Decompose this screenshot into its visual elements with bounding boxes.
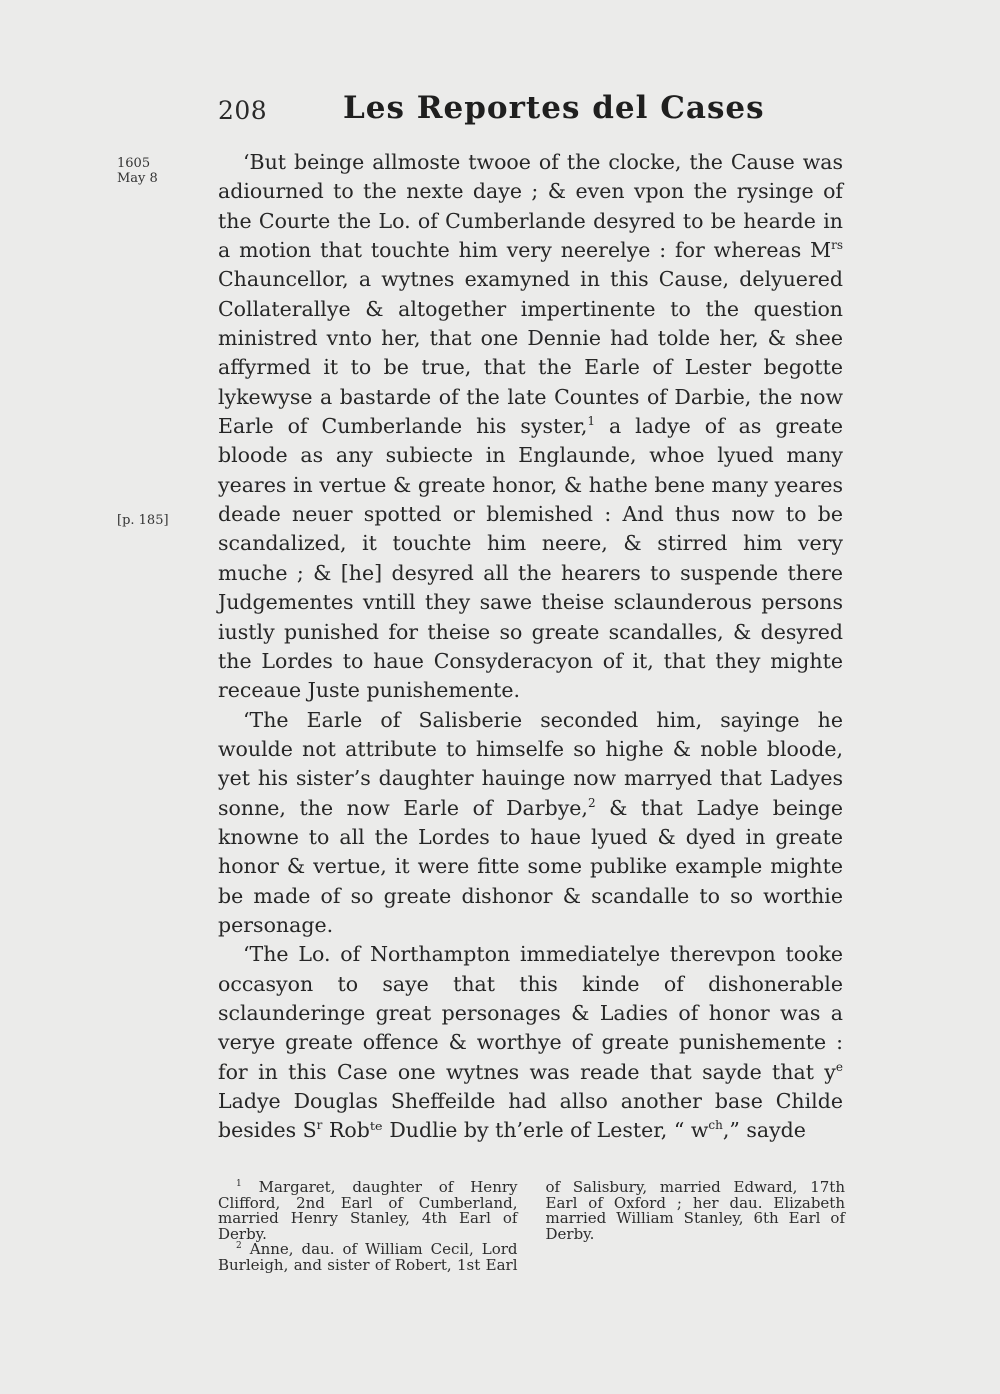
page-header (218, 90, 848, 136)
footnote-ref-2: 2 (587, 795, 596, 810)
paragraph-salisberie: ‘The Earle of Salisberie seconded him, sayinge he woulde not attribute to himselfe so highe & noble bloode, yet his sister’s daughter hauinge now marryed that Ladyes sonne, the now Earle of Darbye,$^2$ & that Ladye beinge knowne to all the Lordes to haue lyued & dyed in greate honor & vertue, it were fitte some publike example mighte be made of so greate dishonor & scandalle to so worthie personage. (218, 707, 844, 937)
footnote-ref-1: 1 (587, 414, 596, 429)
running-title: Les Reportes del Cases (343, 90, 765, 126)
paragraph-cumberland: ‘But beinge allmoste twooe of the clocke, the Cause was adiourned to the nexte daye ; & even vpon the rysinge of the Courte the Lo. of Cumberlande desyred to be hearde in a motion that touchte him very neerelye : for whereas $M^{rs}$ Chauncellor, a wytnes examyned in this Cause, delyuered Collaterallye & altogether impertinente to the question ministred vnto her, that one Dennie had tolde her, & shee affyrmed it to be true, that the Earle of Lester begotte lykewyse a bastarde of the late Countes of Darbie, the now Earle of Cumberlande his syster,$^1$ a ladye of as greate bloode as any subiecte in Englaunde, whoe lyued many yeares in vertue & greate honor, & hathe bene many yeares deade neuer spotted or blemished : And thus now to be scandalized, it touchte him neere, & stirred him very muche ; & [he] desyred all the hearers to suspende there Judgementes vntill they sawe theise sclaunderous persons iustly punished for theise so greate scandalles, & desyred the Lordes to haue Consyderacyon of it, that they mighte receaue Juste punishemente. (218, 150, 843, 703)
margin-day: May 8 (117, 171, 158, 186)
page-number: 208 (218, 96, 268, 125)
footnote-1: $^1$ Margaret, daughter of Henry Clifford, 2nd Earl of Cumberland, married Henry Stanley, 4th Earl of Derby. (218, 1178, 518, 1243)
main-text (218, 148, 843, 1146)
footnote-2: $^2$ Anne, dau. of William Cecil, Lord Burleigh, and sister of Robert, 1st Earl of Salisbury, married Edward, 17th Earl of Oxford ; her dau. Elizabeth married William Stanley, 6th Earl of Derby. (218, 1178, 845, 1274)
margin-date-note (117, 156, 158, 186)
paragraph-northampton: ‘The Lo. of Northampton immediatelye therevpon tooke occasyon to saye that this kinde of dishonerable sclaunderinge great personages & Ladies of honor was a verye greate offence & worthye of greate punishemente : for in this Case one wytnes was reade that sayde that $y^e$ Ladye Douglas Sheffeilde had allso another base Childe besides $S^r$ Robᵗᵉ Dudlie by th’erle of Lester, “ $w^{ch}$,” sayde (218, 942, 843, 1143)
margin-page-reference: [p. 185] (117, 513, 169, 528)
margin-year: 1605 (117, 156, 151, 171)
footnotes (218, 1180, 845, 1273)
